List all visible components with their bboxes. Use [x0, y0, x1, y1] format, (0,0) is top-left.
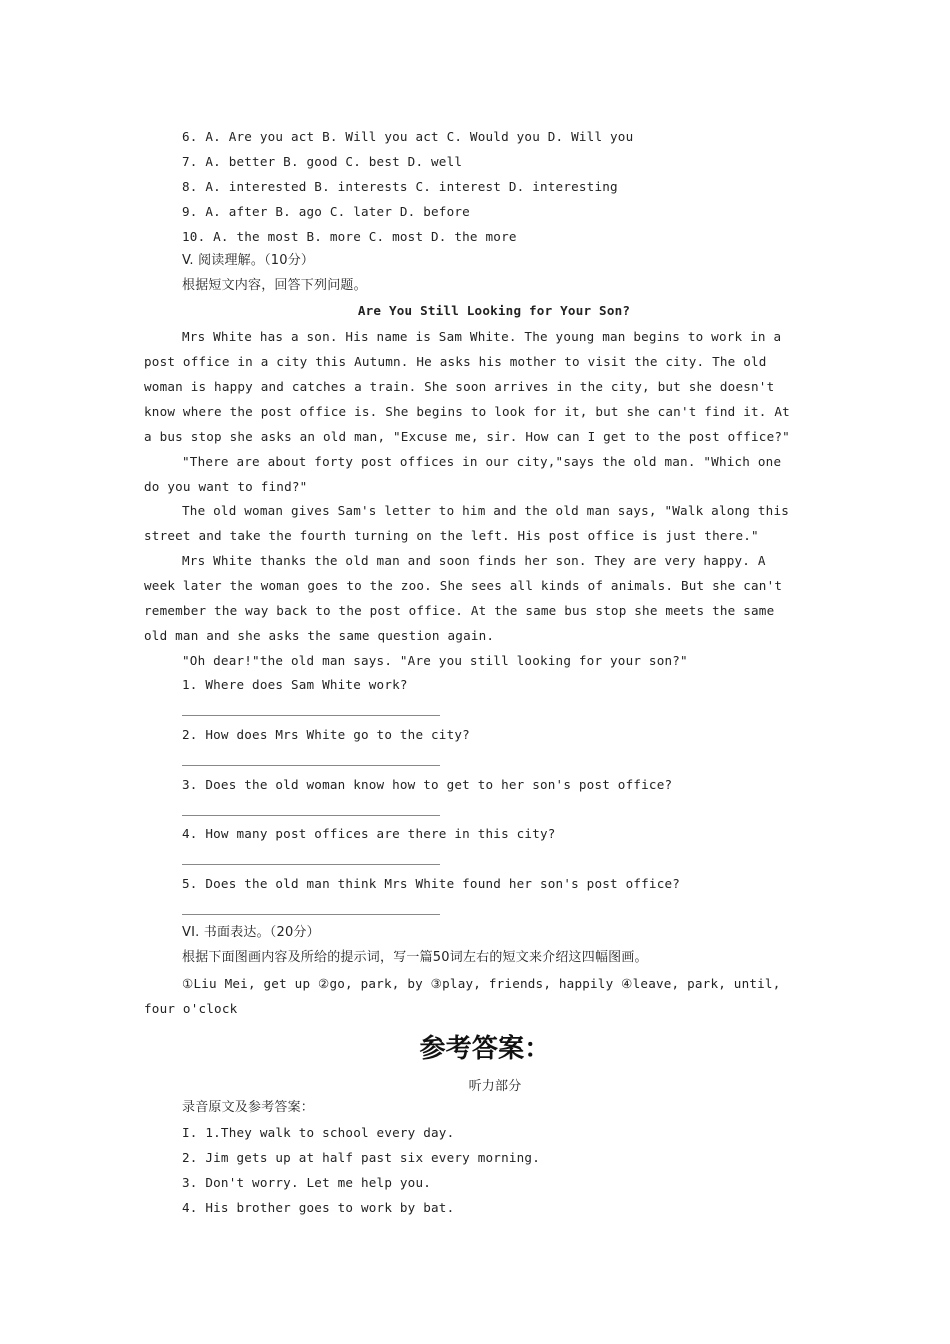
choice-6: 6. A. Are you act B. Will you act C. Would you D. Will you: [182, 129, 634, 144]
passage-paragraph-4: Mrs White thanks the old man and soon finds her son. They are very happy. A week later the woman goes to the zoo. She sees all kinds of animals. But she can't remember the way back to the post office. At the same bus stop she meets the same old man and she asks the same question again.: [144, 553, 783, 643]
section-6-instruction: 根据下面图画内容及所给的提示词，写一篇50词左右的短文来介绍这四幅图画。: [182, 950, 648, 965]
passage-title: Are You Still Looking for Your Son?: [357, 303, 631, 318]
answer-blank-1[interactable]: [182, 715, 440, 716]
answer-blank-4[interactable]: [182, 864, 440, 865]
choice-9: 9. A. after B. ago C. later D. before: [182, 204, 470, 219]
answer-blank-5[interactable]: [182, 914, 440, 915]
answer-item-2: 2. Jim gets up at half past six every morning.: [182, 1150, 540, 1165]
section-5-instruction: 根据短文内容，回答下列问题。: [182, 278, 367, 293]
answer-item-3: 3. Don't worry. Let me help you.: [182, 1175, 432, 1190]
choice-7: 7. A. better B. good C. best D. well: [182, 154, 463, 169]
answer-item-1: I. 1.They walk to school every day.: [182, 1125, 455, 1140]
listening-subheading: 听力部分: [468, 1079, 522, 1094]
passage-paragraph-3: The old woman gives Sam's letter to him and the old man says, "Walk along this street and take the fourth turning on the left. His post office is just there.": [144, 503, 790, 543]
choice-8: 8. A. interested B. interests C. interest D. interesting: [182, 179, 618, 194]
section-6-heading: VI. 书面表达。（20分）: [182, 925, 320, 940]
writing-prompt-keywords: ①Liu Mei, get up ②go, park, by ③play, friends, happily ④leave, park, until, four o'clock: [144, 976, 781, 1016]
section-5-heading: V. 阅读理解。（10分）: [182, 253, 315, 268]
answers-heading: 参考答案：: [419, 1034, 551, 1064]
choice-10: 10. A. the most B. more C. most D. the more: [182, 229, 517, 244]
answer-item-4: 4. His brother goes to work by bat.: [182, 1200, 455, 1215]
question-3: 3. Does the old woman know how to get to her son's post office?: [182, 777, 673, 792]
passage-paragraph-2: "There are about forty post offices in our city,"says the old man. "Which one do you want to find?": [144, 454, 782, 494]
answer-blank-2[interactable]: [182, 765, 440, 766]
question-4: 4. How many post offices are there in this city?: [182, 826, 556, 841]
question-2: 2. How does Mrs White go to the city?: [182, 727, 470, 742]
passage-paragraph-1: Mrs White has a son. His name is Sam White. The young man begins to work in a post office in a city this Autumn. He asks his mother to visit the city. The old woman is happy and catches a train. She soon arrives in the city, but she doesn't know where the post office is. She begins to look for it, but she can't find it. At a bus stop she asks an old man, "Excuse me, sir. How can I get to the post office?": [144, 329, 790, 444]
answers-intro: 录音原文及参考答案：: [182, 1100, 315, 1115]
passage-paragraph-5: "Oh dear!"the old man says. "Are you still looking for your son?": [182, 653, 688, 668]
question-1: 1. Where does Sam White work?: [182, 677, 408, 692]
question-5: 5. Does the old man think Mrs White found her son's post office?: [182, 876, 681, 891]
answer-blank-3[interactable]: [182, 815, 440, 816]
